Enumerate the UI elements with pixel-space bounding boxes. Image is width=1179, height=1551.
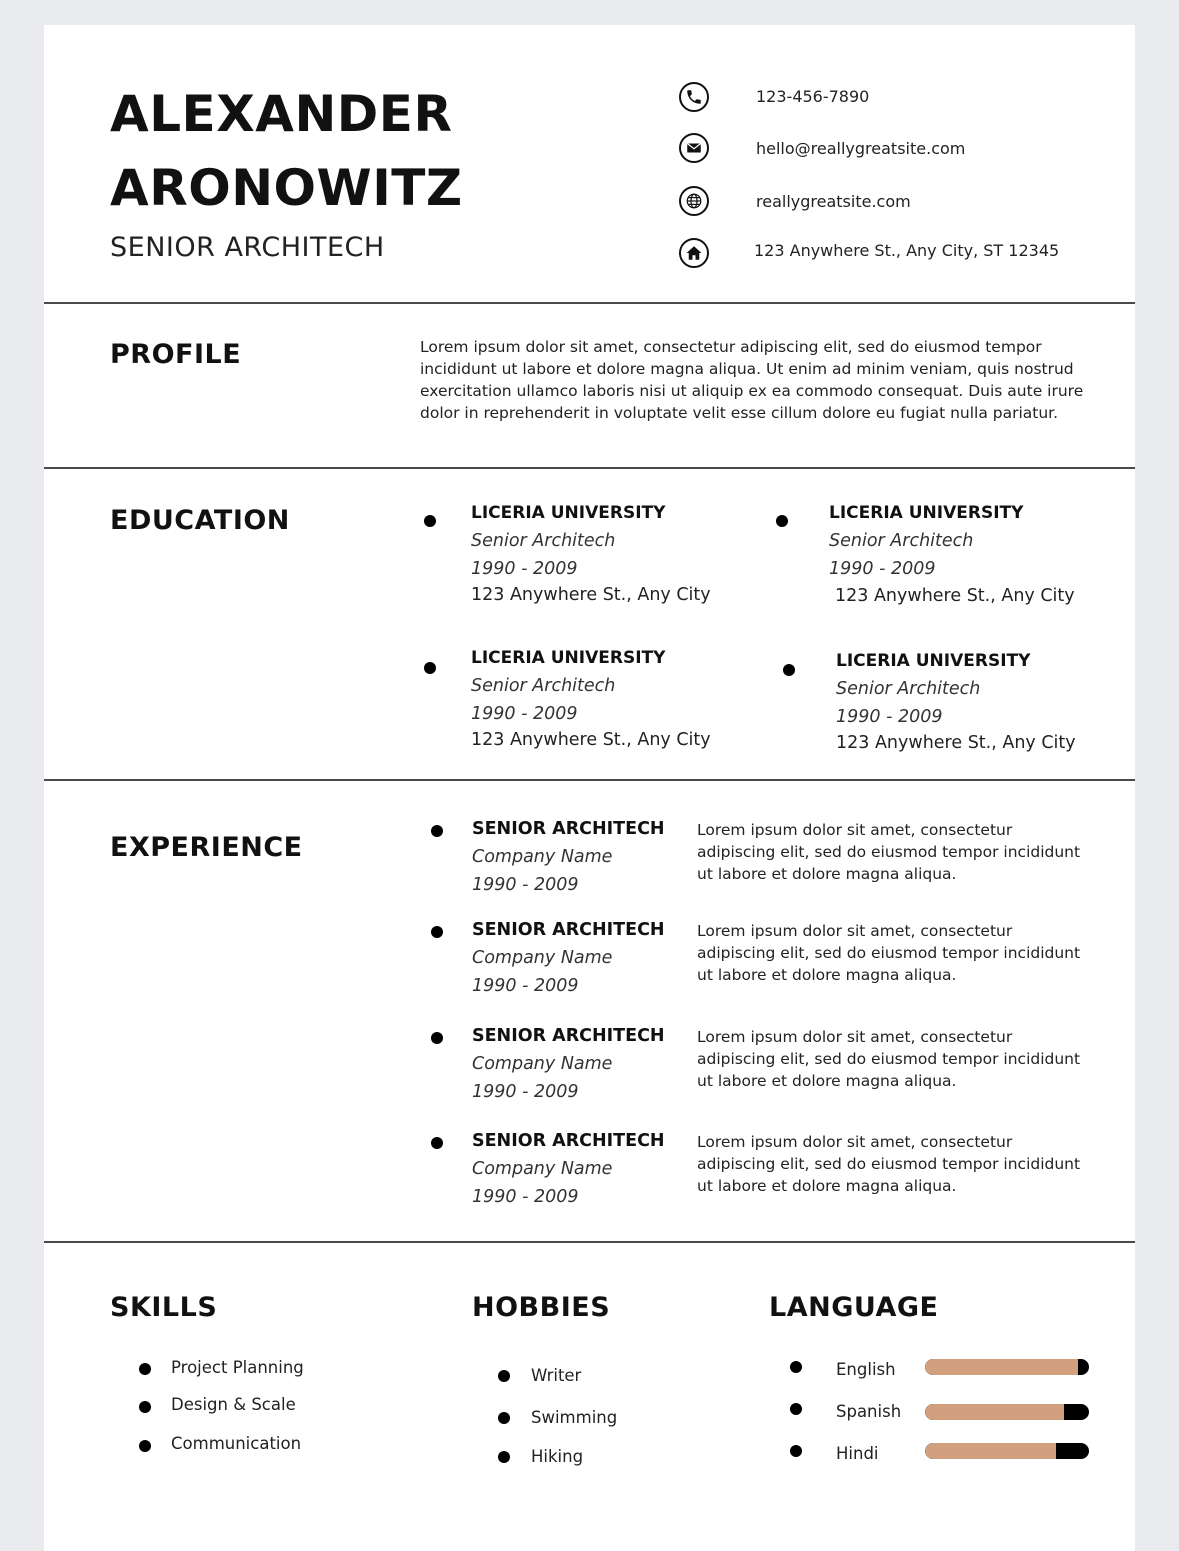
experience-years: 1990 - 2009 xyxy=(472,1187,579,1207)
experience-role: SENIOR ARCHITECH xyxy=(472,819,665,839)
education-degree: Senior Architech xyxy=(829,531,974,551)
hobbies-heading: HOBBIES xyxy=(472,1292,611,1323)
contact-email[interactable]: hello@reallygreatsite.com xyxy=(756,139,966,158)
divider xyxy=(44,467,1135,469)
phone-icon xyxy=(679,82,709,112)
experience-company: Company Name xyxy=(472,1159,613,1179)
contact-website[interactable]: reallygreatsite.com xyxy=(756,192,911,211)
education-school: LICERIA UNIVERSITY xyxy=(836,651,1031,671)
education-degree: Senior Architech xyxy=(471,676,616,696)
experience-description: Lorem ipsum dolor sit amet, consectetur adipiscing elit, sed do eiusmod tempor incididunt ut labore et dolore magna aliqua. xyxy=(697,1028,1081,1090)
education-entry xyxy=(829,503,1075,606)
bullet xyxy=(498,1412,510,1424)
language-level-fill xyxy=(925,1359,1078,1375)
divider xyxy=(44,302,1135,304)
language-level-bar xyxy=(925,1404,1089,1420)
bullet xyxy=(424,662,436,674)
experience-description: Lorem ipsum dolor sit amet, consectetur adipiscing elit, sed do eiusmod tempor incididunt ut labore et dolore magna aliqua. xyxy=(697,1133,1081,1195)
job-title: SENIOR ARCHITECH xyxy=(110,232,385,263)
education-school: LICERIA UNIVERSITY xyxy=(471,503,666,523)
experience-company: Company Name xyxy=(472,948,613,968)
experience-company: Company Name xyxy=(472,1054,613,1074)
bullet xyxy=(139,1401,151,1413)
bullet xyxy=(783,664,795,676)
experience-years: 1990 - 2009 xyxy=(472,976,579,996)
bullet xyxy=(431,926,443,938)
language-level-fill xyxy=(925,1443,1056,1459)
education-entry xyxy=(836,651,1076,753)
home-icon xyxy=(679,238,709,268)
education-school: LICERIA UNIVERSITY xyxy=(829,503,1024,523)
hobby-item: Writer xyxy=(531,1366,582,1385)
experience-company: Company Name xyxy=(472,847,613,867)
experience-description: Lorem ipsum dolor sit amet, consectetur adipiscing elit, sed do eiusmod tempor incididunt ut labore et dolore magna aliqua. xyxy=(697,821,1081,883)
experience-years: 1990 - 2009 xyxy=(472,1082,579,1102)
skills-heading: SKILLS xyxy=(110,1292,218,1323)
education-years: 1990 - 2009 xyxy=(829,559,936,579)
education-years: 1990 - 2009 xyxy=(471,704,578,724)
experience-heading: EXPERIENCE xyxy=(110,832,303,863)
bullet xyxy=(498,1370,510,1382)
globe-icon xyxy=(679,186,709,216)
language-name: English xyxy=(836,1360,896,1379)
language-name: Spanish xyxy=(836,1402,902,1421)
education-degree: Senior Architech xyxy=(836,679,981,699)
experience-role: SENIOR ARCHITECH xyxy=(472,1026,665,1046)
education-address: 123 Anywhere St., Any City xyxy=(835,586,1075,606)
experience-entry xyxy=(472,819,665,895)
education-address: 123 Anywhere St., Any City xyxy=(836,733,1076,753)
bullet xyxy=(498,1451,510,1463)
experience-entry xyxy=(472,1026,665,1102)
education-entry xyxy=(471,648,711,750)
resume-page xyxy=(44,25,1135,1551)
experience-entry xyxy=(472,920,665,996)
bullet xyxy=(139,1363,151,1375)
mail-icon xyxy=(679,133,709,163)
bullet xyxy=(790,1361,802,1373)
first-name: ALEXANDER xyxy=(110,85,453,143)
contact-phone[interactable]: 123-456-7890 xyxy=(756,87,870,106)
education-heading: EDUCATION xyxy=(110,505,290,536)
bullet xyxy=(790,1445,802,1457)
contact-address: 123 Anywhere St., Any City, ST 12345 xyxy=(754,241,1060,260)
education-address: 123 Anywhere St., Any City xyxy=(471,585,711,605)
hobby-item: Swimming xyxy=(531,1408,618,1427)
skill-item: Communication xyxy=(171,1434,302,1453)
language-name: Hindi xyxy=(836,1444,879,1463)
bullet xyxy=(431,825,443,837)
bullet xyxy=(139,1440,151,1452)
language-level-fill xyxy=(925,1404,1064,1420)
experience-role: SENIOR ARCHITECH xyxy=(472,920,665,940)
bullet xyxy=(424,515,436,527)
experience-years: 1990 - 2009 xyxy=(472,875,579,895)
education-address: 123 Anywhere St., Any City xyxy=(471,730,711,750)
education-entry xyxy=(471,503,711,605)
language-heading: LANGUAGE xyxy=(769,1292,939,1323)
divider xyxy=(44,1241,1135,1243)
education-school: LICERIA UNIVERSITY xyxy=(471,648,666,668)
bullet xyxy=(776,515,788,527)
skill-item: Design & Scale xyxy=(171,1395,296,1414)
language-level-bar xyxy=(925,1443,1089,1459)
experience-role: SENIOR ARCHITECH xyxy=(472,1131,665,1151)
last-name: ARONOWITZ xyxy=(110,159,463,217)
bullet xyxy=(431,1137,443,1149)
experience-entry xyxy=(472,1131,665,1207)
bullet xyxy=(431,1032,443,1044)
experience-description: Lorem ipsum dolor sit amet, consectetur adipiscing elit, sed do eiusmod tempor incididunt ut labore et dolore magna aliqua. xyxy=(697,922,1081,984)
skill-item: Project Planning xyxy=(171,1358,304,1377)
language-level-bar xyxy=(925,1359,1089,1375)
education-years: 1990 - 2009 xyxy=(471,559,578,579)
hobby-item: Hiking xyxy=(531,1447,584,1466)
education-years: 1990 - 2009 xyxy=(836,707,943,727)
profile-heading: PROFILE xyxy=(110,339,242,370)
profile-text: Lorem ipsum dolor sit amet, consectetur adipiscing elit, sed do eiusmod tempor incididunt ut labore et dolore magna aliqua. Ut enim ad minim veniam, quis nostrud exercitation ullamco laboris nisi ut aliquip ex ea commodo consequat. Duis aute irure dolor in reprehenderit in voluptate velit esse cillum dolore eu fugiat nulla pariatur. xyxy=(420,338,1084,422)
education-degree: Senior Architech xyxy=(471,531,616,551)
bullet xyxy=(790,1403,802,1415)
divider xyxy=(44,779,1135,781)
